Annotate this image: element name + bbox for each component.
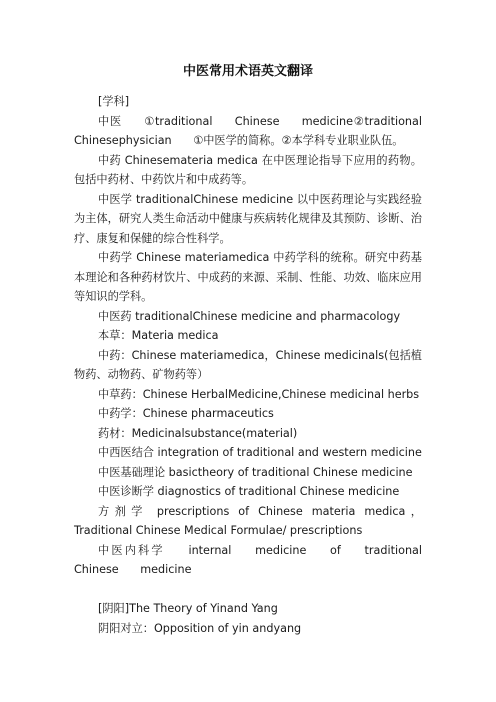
term-line-yaocai: 药材：Medicinalsubstance(material) xyxy=(98,426,298,440)
term-line-zhongxiyi: 中西医结合 integration of traditional and western medicine xyxy=(98,446,422,459)
term-paragraph-zhongyi: 中医 ①traditional Chinese medicine②traditional Chinesephysician ①中医学的简称。②本学科专业职业队伍。 xyxy=(74,114,422,147)
term-line-zhongyao-translation: 中药：Chinese materiamedica，Chinese medicinals(包括植物药、动物药、矿物药等） xyxy=(74,348,422,381)
term-line-neikexue: 中医内科学 internal medicine of traditional Chinese medicine xyxy=(74,543,422,576)
term-line-zhenduanxue: 中医诊断学 diagnostics of traditional Chinese medicine xyxy=(98,485,400,498)
term-line-yinyang-opposition: 阴阳对立：Opposition of yin andyang xyxy=(98,621,302,635)
term-line-fangjixue: 方剂学 prescriptions of Chinese materia medica，Traditional Chinese Medical Formulae/ prescriptions xyxy=(74,504,422,537)
term-line-zhongcaoyao: 中草药：Chinese HerbalMedicine,Chinese medicinal herbs xyxy=(98,387,420,401)
term-paragraph-zhongyao: 中药 Chinesemateria medica 在中医理论指导下应用的药物。包括中药材、中药饮片和中成药等。 xyxy=(74,153,422,186)
paragraph-gap xyxy=(74,580,422,600)
document-body xyxy=(74,92,422,638)
term-line-zhongyaoxue-translation: 中药学：Chinese pharmaceutics xyxy=(98,407,274,420)
term-paragraph-zhongyaoxue: 中药学 Chinese materiamedica 中药学科的统称。研究中药基本理论和各种药材饮片、中成药的来源、采制、性能、功效、临床应用等知识的学科。 xyxy=(74,251,422,303)
document-title: 中医常用术语英文翻译 xyxy=(182,64,313,79)
section-heading-yinyang: [阴阳]The Theory of Yinand Yang xyxy=(98,602,278,615)
term-line-bencao: 本草：Materia medica xyxy=(98,329,219,342)
term-paragraph-zhongyixue: 中医学 traditionalChinese medicine 以中医药理论与实践经验为主体，研究人类生命活动中健康与疾病转化规律及其预防、诊断、治疗、康复和保健的综合性科学。 xyxy=(74,192,422,245)
term-line-zhongyiyao: 中医药 traditionalChinese medicine and pharmacology xyxy=(98,309,401,323)
term-line-jichu-lilun: 中医基础理论 basictheory of traditional Chinese medicine xyxy=(98,465,413,479)
section-heading-discipline: [学科] xyxy=(98,95,130,108)
